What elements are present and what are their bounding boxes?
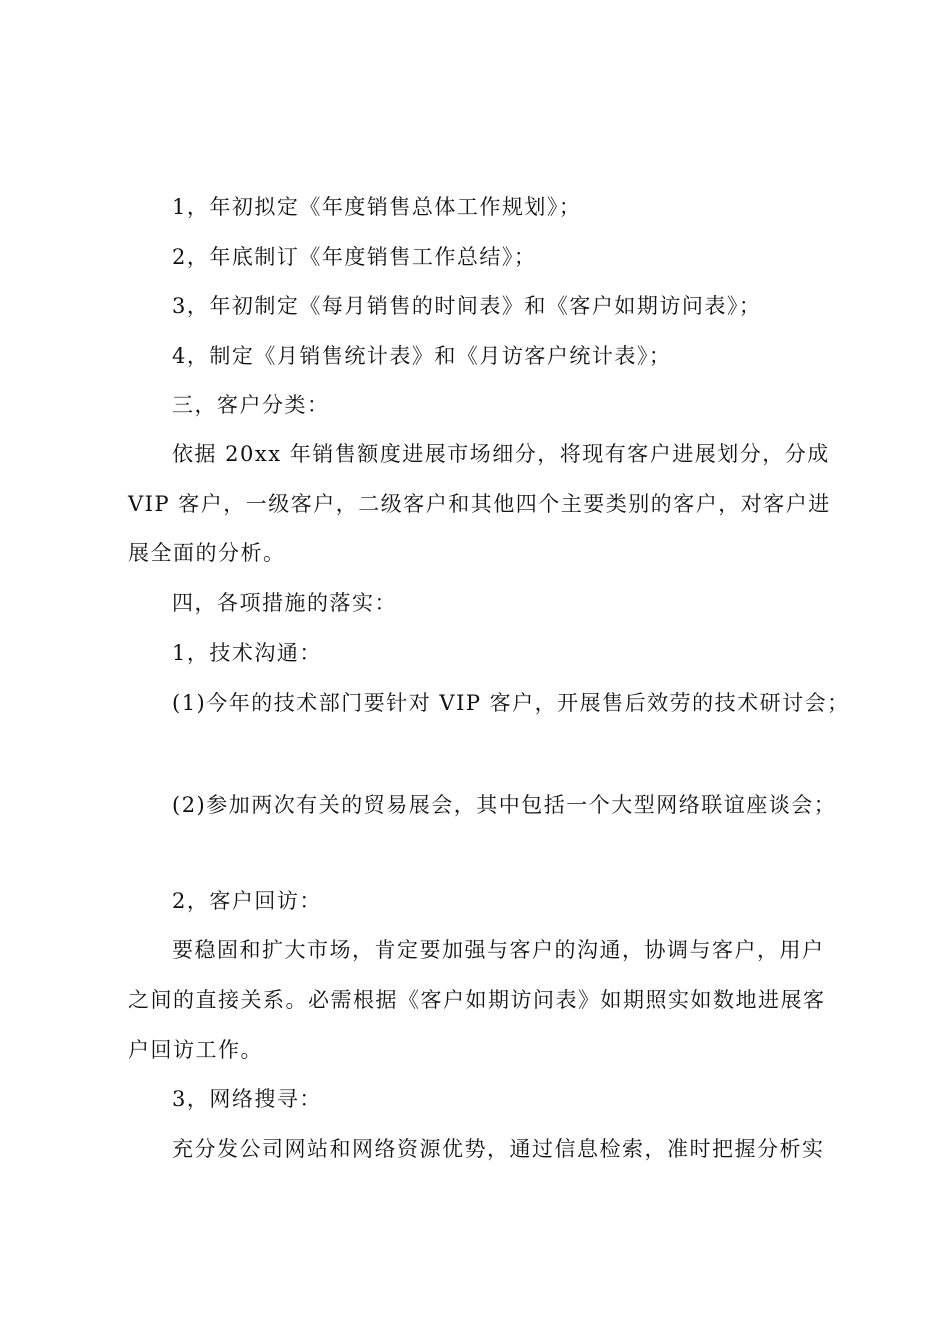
list-item: (2)参加两次有关的贸易展会，其中包括一个大型网络联谊座谈会； — [172, 793, 837, 817]
section-heading-customer-classification: 三，客户分类： — [172, 393, 330, 417]
paragraph-line: VIP 客户，一级客户，二级客户和其他四个主要类别的客户，对客户进 — [128, 492, 831, 516]
paragraph-line: 依据 20xx 年销售额度进展市场细分，将现有客户进展划分，分成 — [172, 442, 830, 466]
section-heading-measures: 四，各项措施的落实： — [172, 591, 397, 615]
paragraph-line: 展全面的分析。 — [128, 541, 286, 565]
plan-item-1: 1，年初拟定《年度销售总体工作规划》； — [172, 195, 582, 219]
paragraph-line: 要稳固和扩大市场，肯定要加强与客户的沟通，协调与客户，用户 — [172, 938, 825, 962]
paragraph-line: 之间的直接关系。必需根据《客户如期访问表》如期照实如数地进展客 — [128, 988, 826, 1012]
plan-item-2: 2，年底制订《年度销售工作总结》； — [172, 245, 537, 269]
paragraph-line: 充分发公司网站和网络资源优势，通过信息检索，准时把握分析实 — [172, 1137, 825, 1161]
list-item: (1)今年的技术部门要针对 VIP 客户，开展售后效劳的技术研讨会； — [172, 691, 850, 715]
subheading-technical-communication: 1，技术沟通： — [172, 641, 322, 665]
subheading-network-search: 3，网络搜寻： — [172, 1087, 322, 1111]
plan-item-3: 3，年初制定《每月销售的时间表》和《客户如期访问表》； — [172, 294, 762, 318]
paragraph-line: 户回访工作。 — [128, 1038, 263, 1062]
subheading-customer-revisit: 2，客户回访： — [172, 889, 322, 913]
plan-item-4: 4，制定《月销售统计表》和《月访客户统计表》； — [172, 344, 672, 368]
